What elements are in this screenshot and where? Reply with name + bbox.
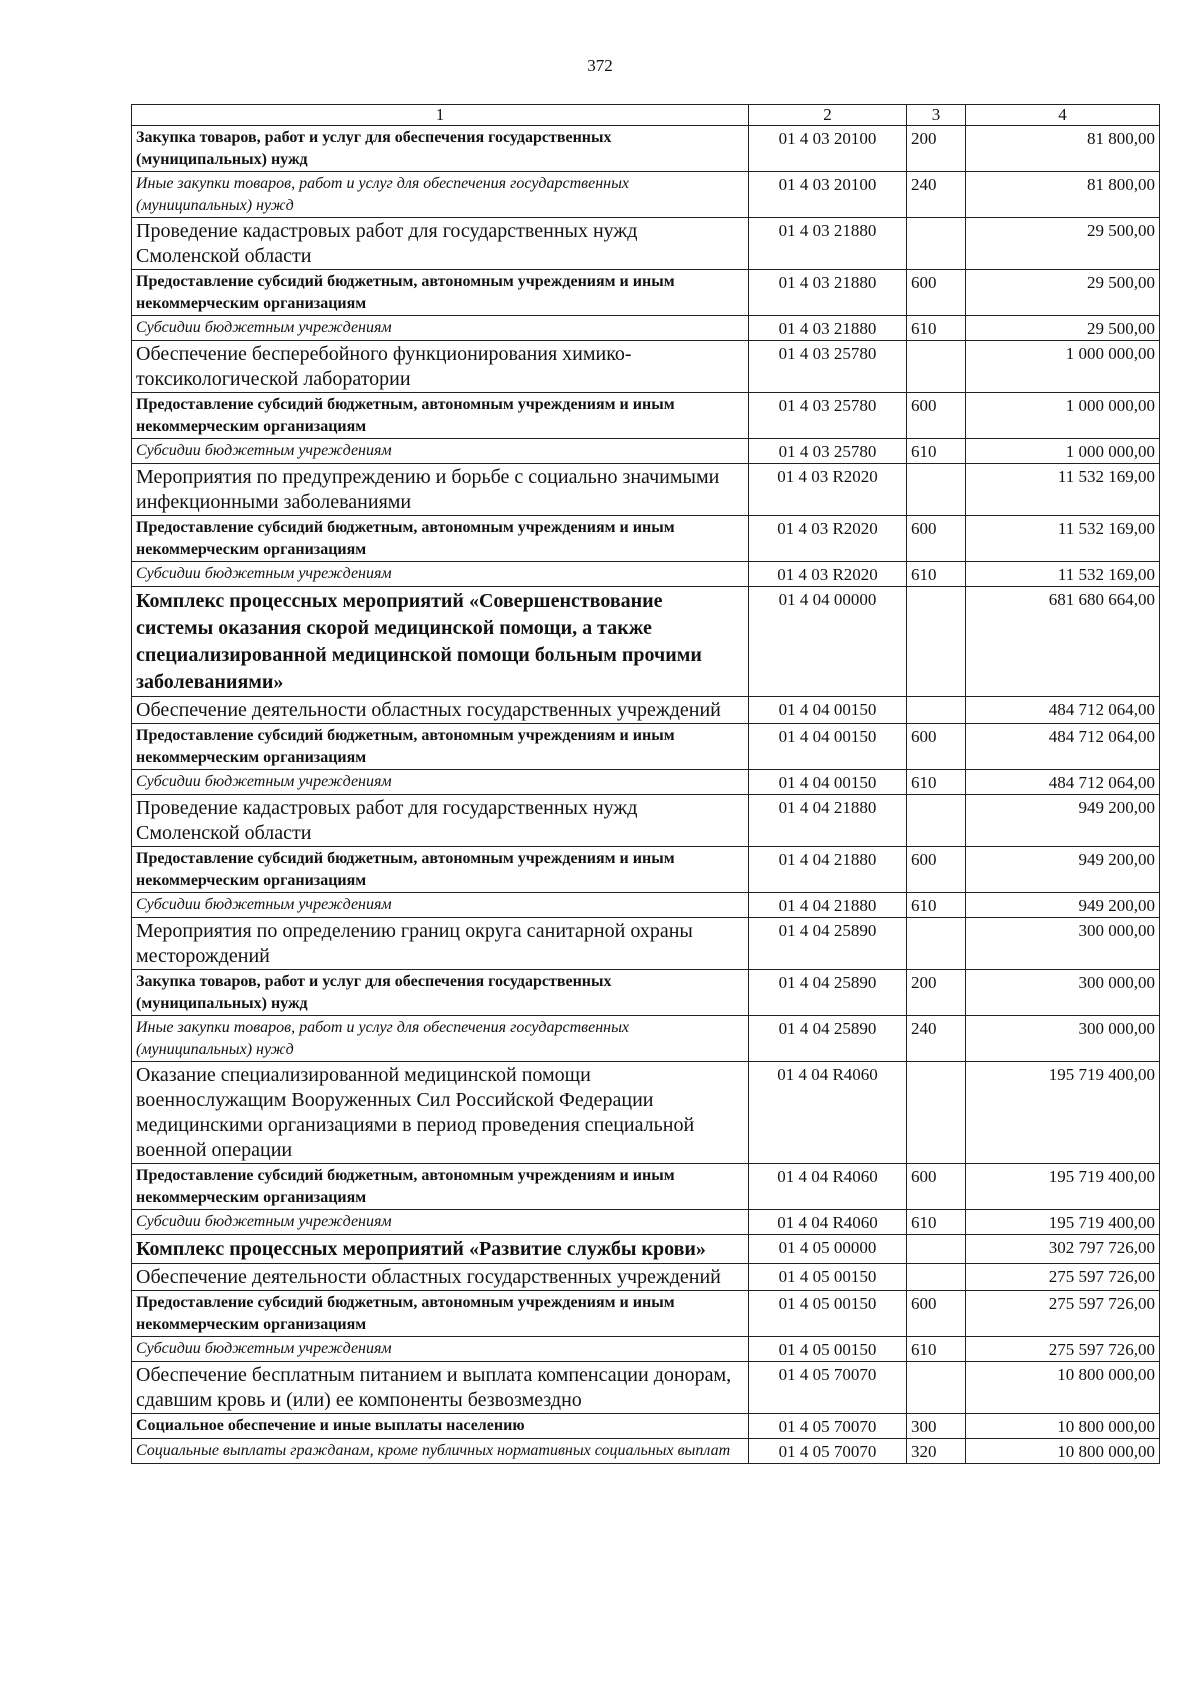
row-type: 610 <box>907 770 966 795</box>
row-type <box>907 341 966 393</box>
row-amount: 29 500,00 <box>966 218 1160 270</box>
row-name: Предоставление субсидий бюджетным, автономным учреждениям и иным некоммерческим организациям <box>132 270 749 316</box>
row-name: Мероприятия по предупреждению и борьбе с социально значимыми инфекционными заболеваниями <box>132 464 749 516</box>
row-amount: 81 800,00 <box>966 172 1160 218</box>
row-type: 600 <box>907 270 966 316</box>
row-code: 01 4 05 00000 <box>749 1235 907 1264</box>
row-code: 01 4 03 21880 <box>749 270 907 316</box>
table-row <box>132 697 1160 724</box>
row-type <box>907 587 966 697</box>
row-type: 600 <box>907 393 966 439</box>
table-row <box>132 1362 1160 1414</box>
row-type <box>907 218 966 270</box>
row-name: Социальное обеспечение и иные выплаты населению <box>132 1414 749 1439</box>
table-row <box>132 1264 1160 1291</box>
row-name: Проведение кадастровых работ для государственных нужд Смоленской области <box>132 795 749 847</box>
row-code: 01 4 03 20100 <box>749 126 907 172</box>
table-row <box>132 1210 1160 1235</box>
row-type: 240 <box>907 1016 966 1062</box>
row-type <box>907 697 966 724</box>
table-row <box>132 516 1160 562</box>
header-col-3: 3 <box>907 105 966 126</box>
table-row <box>132 970 1160 1016</box>
row-amount: 302 797 726,00 <box>966 1235 1160 1264</box>
row-code: 01 4 04 25890 <box>749 1016 907 1062</box>
table-row <box>132 316 1160 341</box>
table-row <box>132 1414 1160 1439</box>
row-name: Субсидии бюджетным учреждениям <box>132 1337 749 1362</box>
row-amount: 300 000,00 <box>966 918 1160 970</box>
row-type <box>907 1362 966 1414</box>
row-name: Субсидии бюджетным учреждениям <box>132 770 749 795</box>
row-code: 01 4 05 00150 <box>749 1291 907 1337</box>
table-row <box>132 795 1160 847</box>
row-code: 01 4 04 00150 <box>749 697 907 724</box>
header-col-1: 1 <box>132 105 749 126</box>
table-row <box>132 562 1160 587</box>
row-type <box>907 795 966 847</box>
row-name: Проведение кадастровых работ для государственных нужд Смоленской области <box>132 218 749 270</box>
table-row <box>132 464 1160 516</box>
row-type: 610 <box>907 316 966 341</box>
row-code: 01 4 04 21880 <box>749 847 907 893</box>
row-type: 200 <box>907 970 966 1016</box>
row-amount: 1 000 000,00 <box>966 393 1160 439</box>
table-row <box>132 1439 1160 1464</box>
row-name: Мероприятия по определению границ округа санитарной охраны месторождений <box>132 918 749 970</box>
row-amount: 29 500,00 <box>966 316 1160 341</box>
row-name: Иные закупки товаров, работ и услуг для обеспечения государственных (муниципальных) нужд <box>132 172 749 218</box>
table-row <box>132 847 1160 893</box>
table-row <box>132 1291 1160 1337</box>
row-code: 01 4 03 20100 <box>749 172 907 218</box>
table-row <box>132 1062 1160 1164</box>
row-name: Субсидии бюджетным учреждениям <box>132 316 749 341</box>
header-col-2: 2 <box>749 105 907 126</box>
row-amount: 949 200,00 <box>966 795 1160 847</box>
table-header-row <box>132 105 1160 126</box>
row-code: 01 4 05 70070 <box>749 1414 907 1439</box>
row-amount: 11 532 169,00 <box>966 516 1160 562</box>
row-name: Обеспечение бесплатным питанием и выплата компенсации донорам, сдавшим кровь и (или) ее компоненты безвозмездно <box>132 1362 749 1414</box>
row-type: 600 <box>907 724 966 770</box>
table-body <box>132 126 1160 1464</box>
row-code: 01 4 04 21880 <box>749 893 907 918</box>
row-amount: 300 000,00 <box>966 1016 1160 1062</box>
row-code: 01 4 04 R4060 <box>749 1062 907 1164</box>
row-amount: 1 000 000,00 <box>966 341 1160 393</box>
row-code: 01 4 04 21880 <box>749 795 907 847</box>
table-row <box>132 1235 1160 1264</box>
row-name: Предоставление субсидий бюджетным, автономным учреждениям и иным некоммерческим организациям <box>132 1164 749 1210</box>
row-name: Субсидии бюджетным учреждениям <box>132 1210 749 1235</box>
row-type <box>907 918 966 970</box>
row-type: 610 <box>907 562 966 587</box>
row-code: 01 4 04 00150 <box>749 770 907 795</box>
row-name: Предоставление субсидий бюджетным, автономным учреждениям и иным некоммерческим организациям <box>132 724 749 770</box>
row-amount: 484 712 064,00 <box>966 697 1160 724</box>
row-type: 600 <box>907 847 966 893</box>
row-code: 01 4 03 R2020 <box>749 516 907 562</box>
row-code: 01 4 05 00150 <box>749 1337 907 1362</box>
table-row <box>132 172 1160 218</box>
table-row <box>132 770 1160 795</box>
row-name: Субсидии бюджетным учреждениям <box>132 562 749 587</box>
row-type: 610 <box>907 439 966 464</box>
row-code: 01 4 03 21880 <box>749 218 907 270</box>
row-name: Предоставление субсидий бюджетным, автономным учреждениям и иным некоммерческим организациям <box>132 847 749 893</box>
row-code: 01 4 03 25780 <box>749 393 907 439</box>
row-name: Закупка товаров, работ и услуг для обеспечения государственных (муниципальных) нужд <box>132 970 749 1016</box>
row-code: 01 4 04 00150 <box>749 724 907 770</box>
row-amount: 275 597 726,00 <box>966 1337 1160 1362</box>
row-type <box>907 464 966 516</box>
row-type: 320 <box>907 1439 966 1464</box>
row-amount: 484 712 064,00 <box>966 724 1160 770</box>
header-col-4: 4 <box>966 105 1160 126</box>
row-name: Обеспечение бесперебойного функционирования химико-токсикологической лаборатории <box>132 341 749 393</box>
row-type: 600 <box>907 516 966 562</box>
table-row <box>132 918 1160 970</box>
table-row <box>132 218 1160 270</box>
row-name: Субсидии бюджетным учреждениям <box>132 439 749 464</box>
row-code: 01 4 04 R4060 <box>749 1164 907 1210</box>
row-code: 01 4 04 00000 <box>749 587 907 697</box>
table-row <box>132 1337 1160 1362</box>
row-type: 610 <box>907 1210 966 1235</box>
budget-table <box>131 104 1160 1464</box>
row-code: 01 4 05 00150 <box>749 1264 907 1291</box>
row-type: 200 <box>907 126 966 172</box>
row-type: 610 <box>907 893 966 918</box>
row-code: 01 4 03 21880 <box>749 316 907 341</box>
row-amount: 195 719 400,00 <box>966 1210 1160 1235</box>
table-row <box>132 439 1160 464</box>
row-name: Закупка товаров, работ и услуг для обеспечения государственных (муниципальных) нужд <box>132 126 749 172</box>
row-type: 300 <box>907 1414 966 1439</box>
row-amount: 195 719 400,00 <box>966 1062 1160 1164</box>
row-code: 01 4 03 25780 <box>749 341 907 393</box>
row-code: 01 4 03 R2020 <box>749 562 907 587</box>
row-code: 01 4 05 70070 <box>749 1439 907 1464</box>
row-name: Оказание специализированной медицинской помощи военнослужащим Вооруженных Сил Российской Федерации медицинскими организациями в период проведения специальной военной операции <box>132 1062 749 1164</box>
table-row <box>132 893 1160 918</box>
row-name: Иные закупки товаров, работ и услуг для обеспечения государственных (муниципальных) нужд <box>132 1016 749 1062</box>
row-amount: 275 597 726,00 <box>966 1291 1160 1337</box>
row-amount: 1 000 000,00 <box>966 439 1160 464</box>
row-name: Предоставление субсидий бюджетным, автономным учреждениям и иным некоммерческим организациям <box>132 516 749 562</box>
row-type: 610 <box>907 1337 966 1362</box>
row-amount: 949 200,00 <box>966 893 1160 918</box>
row-name: Предоставление субсидий бюджетным, автономным учреждениям и иным некоммерческим организациям <box>132 1291 749 1337</box>
row-name: Субсидии бюджетным учреждениям <box>132 893 749 918</box>
row-code: 01 4 03 25780 <box>749 439 907 464</box>
row-name: Обеспечение деятельности областных государственных учреждений <box>132 1264 749 1291</box>
row-name: Социальные выплаты гражданам, кроме публичных нормативных социальных выплат <box>132 1439 749 1464</box>
row-type <box>907 1235 966 1264</box>
table-row <box>132 341 1160 393</box>
row-code: 01 4 03 R2020 <box>749 464 907 516</box>
row-amount: 300 000,00 <box>966 970 1160 1016</box>
row-amount: 10 800 000,00 <box>966 1414 1160 1439</box>
table-row <box>132 1164 1160 1210</box>
row-name: Комплекс процессных мероприятий «Развитие службы крови» <box>132 1235 749 1264</box>
table-row <box>132 724 1160 770</box>
table-row <box>132 1016 1160 1062</box>
row-amount: 29 500,00 <box>966 270 1160 316</box>
row-amount: 484 712 064,00 <box>966 770 1160 795</box>
row-amount: 275 597 726,00 <box>966 1264 1160 1291</box>
page-number: 372 <box>587 56 613 75</box>
row-name: Предоставление субсидий бюджетным, автономным учреждениям и иным некоммерческим организациям <box>132 393 749 439</box>
row-type <box>907 1264 966 1291</box>
row-code: 01 4 04 R4060 <box>749 1210 907 1235</box>
row-code: 01 4 04 25890 <box>749 918 907 970</box>
row-amount: 681 680 664,00 <box>966 587 1160 697</box>
table-row <box>132 393 1160 439</box>
row-type: 240 <box>907 172 966 218</box>
row-amount: 11 532 169,00 <box>966 464 1160 516</box>
row-name: Комплекс процессных мероприятий «Совершенствование системы оказания скорой медицинской помощи, а также специализированной медицинской помощи больным прочими заболеваниями» <box>132 587 749 697</box>
row-type <box>907 1062 966 1164</box>
row-amount: 81 800,00 <box>966 126 1160 172</box>
table-row <box>132 587 1160 697</box>
row-name: Обеспечение деятельности областных государственных учреждений <box>132 697 749 724</box>
row-type: 600 <box>907 1164 966 1210</box>
row-amount: 10 800 000,00 <box>966 1439 1160 1464</box>
table-row <box>132 270 1160 316</box>
table-row <box>132 126 1160 172</box>
row-amount: 195 719 400,00 <box>966 1164 1160 1210</box>
row-code: 01 4 05 70070 <box>749 1362 907 1414</box>
row-code: 01 4 04 25890 <box>749 970 907 1016</box>
row-type: 600 <box>907 1291 966 1337</box>
row-amount: 11 532 169,00 <box>966 562 1160 587</box>
row-amount: 10 800 000,00 <box>966 1362 1160 1414</box>
row-amount: 949 200,00 <box>966 847 1160 893</box>
